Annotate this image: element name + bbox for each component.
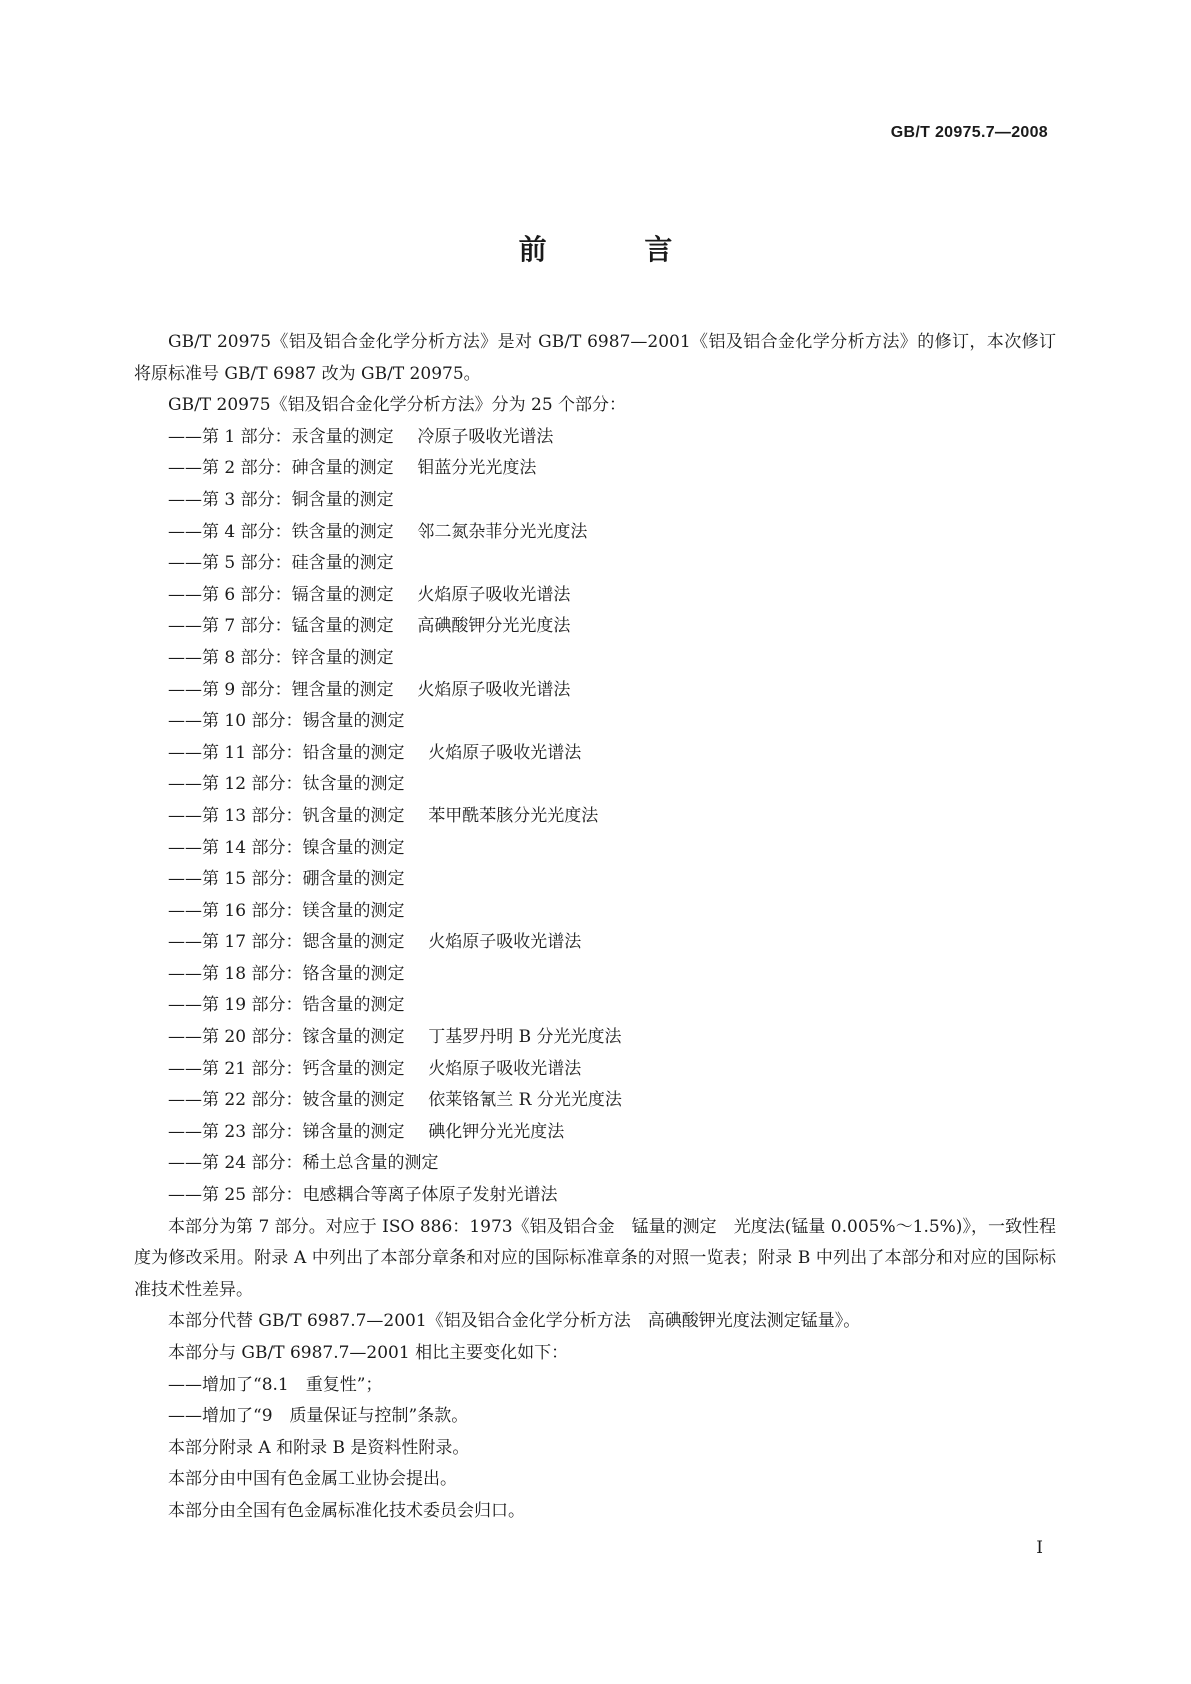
part-method: 碘化钾分光光度法 [428, 1121, 565, 1142]
part-method: 丁基罗丹明 B 分光光度法 [428, 1027, 622, 1048]
part-prefix: ——第 16 部分：镁含量的测定 [168, 900, 405, 921]
list-item [134, 517, 1056, 549]
part-prefix: ——第 19 部分：锆含量的测定 [168, 995, 405, 1016]
part-method: 火焰原子吸收光谱法 [428, 1058, 582, 1079]
list-item [134, 1054, 1056, 1086]
list-item [134, 1148, 1056, 1180]
list-item [134, 738, 1056, 770]
part-method: 火焰原子吸收光谱法 [417, 679, 571, 700]
part-prefix: ——第 4 部分：铁含量的测定 [168, 521, 394, 542]
part-method: 冷原子吸收光谱法 [417, 426, 554, 447]
list-item [134, 580, 1056, 612]
list-item [134, 675, 1056, 707]
list-item [134, 422, 1056, 454]
document-body [134, 327, 1056, 1528]
part-method: 苯甲酰苯胲分光光度法 [428, 805, 599, 826]
part-prefix: ——第 21 部分：钙含量的测定 [168, 1058, 405, 1079]
proposed-by-paragraph: 本部分由中国有色金属工业协会提出。 [168, 1469, 457, 1490]
part-method: 钼蓝分光光度法 [417, 458, 537, 479]
part-prefix: ——第 5 部分：硅含量的测定 [168, 553, 394, 574]
page-number: I [1036, 1538, 1043, 1558]
list-item [134, 1180, 1056, 1212]
part-prefix: ——第 18 部分：铬含量的测定 [168, 963, 405, 984]
standard-code: GB/T 20975.7—2008 [890, 124, 1048, 141]
part-prefix: ——第 9 部分：锂含量的测定 [168, 679, 394, 700]
list-item [134, 769, 1056, 801]
list-item [134, 927, 1056, 959]
part-prefix: ——第 12 部分：钛含量的测定 [168, 774, 405, 795]
list-item [134, 706, 1056, 738]
part-prefix: ——第 25 部分：电感耦合等离子体原子发射光谱法 [168, 1185, 558, 1206]
changes-intro-paragraph: 本部分与 GB/T 6987.7—2001 相比主要变化如下： [168, 1343, 569, 1363]
part-prefix: ——第 14 部分：镍含量的测定 [168, 837, 405, 858]
part-method: 火焰原子吸收光谱法 [428, 742, 582, 763]
intro-paragraph-revision: GB/T 20975《铝及铝合金化学分析方法》是对 GB/T 6987—2001《铝及铝合金化学分析方法》的修订，本次修订将原标准号 GB/T 6987 改为 GB/T 20975。 [134, 332, 1056, 384]
page-title: 前 言 [518, 233, 717, 266]
list-item [134, 864, 1056, 896]
part-prefix: ——第 11 部分：铅含量的测定 [168, 742, 405, 763]
change-item: ——增加了“8.1 重复性”； [168, 1374, 383, 1395]
part-prefix: ——第 23 部分：锑含量的测定 [168, 1121, 405, 1142]
part-prefix: ——第 1 部分：汞含量的测定 [168, 426, 394, 447]
list-item [134, 833, 1056, 865]
list-item [134, 643, 1056, 675]
part-method: 火焰原子吸收光谱法 [417, 584, 571, 605]
list-item [134, 1117, 1056, 1149]
part-prefix: ——第 8 部分：锌含量的测定 [168, 647, 394, 668]
part-prefix: ——第 3 部分：铜含量的测定 [168, 489, 394, 510]
list-item [134, 548, 1056, 580]
part-prefix: ——第 15 部分：硼含量的测定 [168, 869, 405, 890]
part-method: 邻二氮杂菲分光光度法 [417, 521, 588, 542]
part-prefix: ——第 22 部分：铍含量的测定 [168, 1090, 405, 1111]
intro-paragraph-parts: GB/T 20975《铝及铝合金化学分析方法》分为 25 个部分： [168, 395, 627, 416]
list-item [134, 896, 1056, 928]
parts-list [134, 422, 1056, 1212]
part-prefix: ——第 13 部分：钒含量的测定 [168, 805, 405, 826]
list-item [134, 801, 1056, 833]
change-item: ——增加了“9 质量保证与控制”条款。 [168, 1406, 469, 1427]
replaces-paragraph: 本部分代替 GB/T 6987.7—2001《铝及铝合金化学分析方法 高碘酸钾光度法测定锰量》。 [168, 1311, 861, 1332]
list-item [134, 990, 1056, 1022]
list-item [134, 1085, 1056, 1117]
annex-note-paragraph: 本部分附录 A 和附录 B 是资料性附录。 [168, 1437, 470, 1458]
part-prefix: ——第 10 部分：锡含量的测定 [168, 711, 405, 732]
list-item [134, 1022, 1056, 1054]
correspondence-paragraph: 本部分为第 7 部分。对应于 ISO 886：1973《铝及铝合金 锰量的测定 光度法(锰量 0.005%～1.5%)》，一致性程度为修改采用。附录 A 中列出了本部分章条和对应的国际标准章条的对照一览表；附录 B 中列出了本部分和对应的国际标准技术性差异。 [134, 1216, 1056, 1300]
part-prefix: ——第 17 部分：锶含量的测定 [168, 932, 405, 953]
part-prefix: ——第 24 部分：稀土总含量的测定 [168, 1153, 439, 1174]
list-item [134, 611, 1056, 643]
part-method: 高碘酸钾分光光度法 [417, 616, 571, 637]
list-item [134, 959, 1056, 991]
part-method: 依莱铬氰兰 R 分光光度法 [428, 1090, 622, 1111]
part-prefix: ——第 6 部分：镉含量的测定 [168, 584, 394, 605]
centralized-by-paragraph: 本部分由全国有色金属标准化技术委员会归口。 [168, 1500, 525, 1521]
part-prefix: ——第 2 部分：砷含量的测定 [168, 458, 394, 479]
list-item [134, 453, 1056, 485]
list-item [134, 485, 1056, 517]
part-prefix: ——第 7 部分：锰含量的测定 [168, 616, 394, 637]
part-prefix: ——第 20 部分：镓含量的测定 [168, 1027, 405, 1048]
part-method: 火焰原子吸收光谱法 [428, 932, 582, 953]
